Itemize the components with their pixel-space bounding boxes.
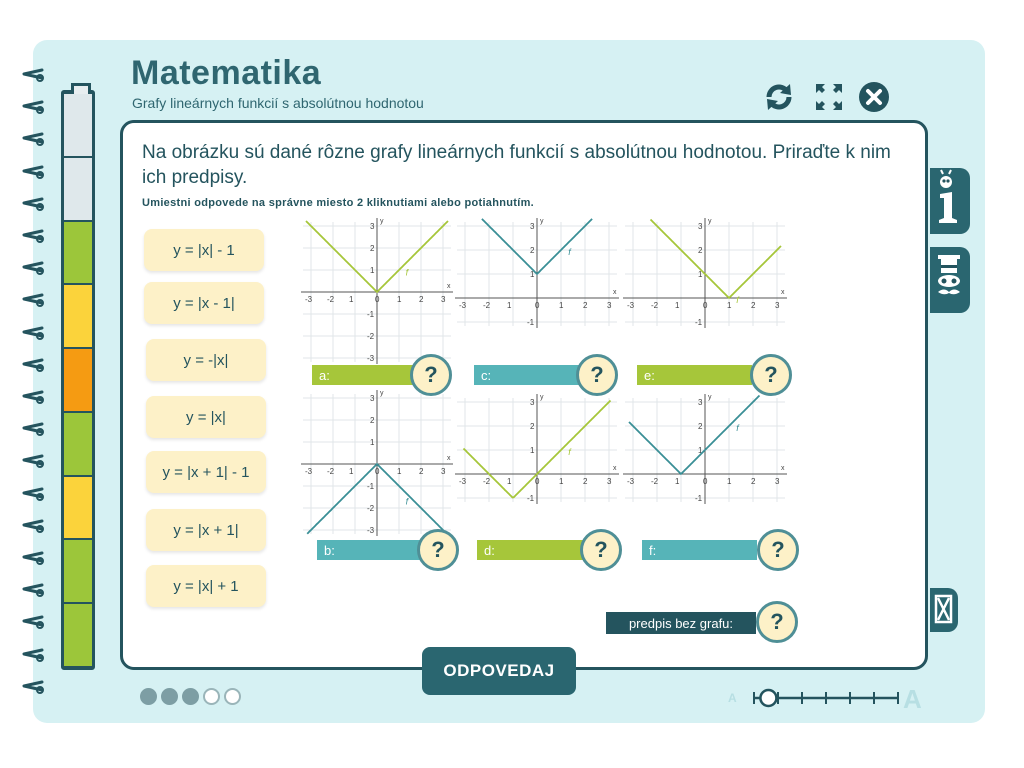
y-axis-label: y (380, 390, 384, 397)
close-icon[interactable] (857, 80, 891, 114)
x-tick-label: -3 (627, 477, 635, 486)
y-tick-label: 3 (530, 398, 535, 407)
x-tick-label: 1 (559, 301, 564, 310)
font-small-label: A (728, 691, 737, 705)
spiral-ring-icon (18, 420, 46, 436)
no-graph-label[interactable]: predpis bez grafu: (606, 612, 756, 634)
answer-card[interactable]: y = |x - 1| (144, 282, 264, 324)
answer-card[interactable]: y = |x + 1| (146, 509, 266, 551)
spiral-ring-icon (18, 549, 46, 565)
x-axis-label: x (447, 283, 451, 290)
x-axis-label: x (781, 289, 785, 296)
y-tick-label: 1 (370, 266, 375, 275)
pagination-dot[interactable] (203, 688, 220, 705)
x-tick-label: 3 (607, 477, 612, 486)
answer-card[interactable]: y = |x| - 1 (144, 229, 264, 271)
y-axis-label: y (540, 218, 544, 225)
hourglass-icon (930, 588, 958, 632)
drop-zone-a[interactable] (312, 365, 422, 385)
y-tick-label: -3 (367, 354, 375, 363)
x-axis-label: x (447, 455, 451, 462)
y-axis-label: y (380, 218, 384, 225)
drop-zone-b[interactable] (317, 540, 427, 560)
progress-segment (64, 222, 92, 284)
x-tick-label: -3 (459, 301, 467, 310)
x-tick-label: 0 (375, 295, 380, 304)
y-tick-label: 2 (698, 422, 703, 431)
drop-label: c: (481, 368, 492, 383)
info-tab[interactable] (930, 168, 970, 234)
y-tick-label: 1 (698, 270, 703, 279)
x-tick-label: 1 (349, 467, 354, 476)
spiral-ring-icon (18, 130, 46, 146)
graph-plot (302, 218, 452, 363)
drop-label: d: (484, 543, 495, 558)
function-label: f (568, 446, 571, 457)
x-tick-label: -2 (327, 295, 335, 304)
progress-segment (64, 285, 92, 347)
pagination-dot[interactable] (182, 688, 199, 705)
graph-c (459, 218, 617, 351)
x-tick-label: -3 (305, 295, 313, 304)
spiral-ring-icon (18, 388, 46, 404)
drop-label: e: (644, 368, 655, 383)
spiral-ring-icon (18, 259, 46, 275)
y-tick-label: -1 (527, 494, 535, 503)
y-tick-label: 3 (698, 398, 703, 407)
spiral-ring-icon (18, 678, 46, 694)
progress-segment (64, 158, 92, 220)
y-tick-label: 1 (370, 438, 375, 447)
pagination-dot[interactable] (161, 688, 178, 705)
x-tick-label: 1 (675, 301, 680, 310)
spiral-ring-icon (18, 98, 46, 114)
app-subtitle: Grafy lineárnych funkcií s absolútnou hodnotou (132, 95, 424, 111)
drop-zone-c[interactable] (474, 365, 584, 385)
x-tick-label: 2 (751, 477, 756, 486)
x-tick-label: 1 (507, 477, 512, 486)
question-button-f[interactable]: ? (757, 529, 799, 571)
graph-d (459, 394, 617, 527)
spiral-ring-icon (18, 517, 46, 533)
x-tick-label: 0 (703, 477, 708, 486)
y-tick-label: -1 (367, 482, 375, 491)
spiral-ring-icon (18, 66, 46, 82)
graph-plot (302, 390, 452, 535)
y-tick-label: 3 (530, 222, 535, 231)
app-title: Matematika (131, 54, 322, 92)
y-tick-label: 2 (530, 246, 535, 255)
font-slider-track[interactable] (748, 683, 908, 713)
y-tick-label: -1 (367, 310, 375, 319)
graph-plot (625, 218, 785, 346)
drop-zone-d[interactable] (477, 540, 587, 560)
answer-card[interactable]: y = |x + 1| - 1 (146, 451, 266, 493)
spiral-ring-icon (18, 195, 46, 211)
x-tick-label: 3 (441, 467, 446, 476)
x-tick-label: 1 (675, 477, 680, 486)
graph-a (302, 220, 452, 365)
x-tick-label: -2 (327, 467, 335, 476)
progress-cap (71, 83, 91, 94)
y-tick-label: 3 (370, 222, 375, 231)
question-button-e[interactable]: ? (750, 354, 792, 396)
x-tick-label: -2 (651, 301, 659, 310)
y-tick-label: 2 (698, 246, 703, 255)
x-tick-label: 0 (535, 477, 540, 486)
x-tick-label: 2 (419, 467, 424, 476)
bookmark-tab[interactable] (930, 588, 958, 632)
pagination-dot[interactable] (224, 688, 241, 705)
spiral-ring-icon (18, 356, 46, 372)
question-title: Na obrázku sú dané rôzne grafy lineárnych funkcií s absolútnou hodnotou. Priraďte k nim ich predpisy. (142, 142, 891, 188)
y-tick-label: -2 (367, 504, 375, 513)
x-tick-label: 2 (751, 301, 756, 310)
x-tick-label: 0 (375, 467, 380, 476)
x-tick-label: 2 (583, 477, 588, 486)
graph-plot (625, 394, 785, 522)
x-tick-label: -3 (627, 301, 635, 310)
answer-card[interactable]: y = |x| (146, 396, 266, 438)
y-tick-label: -1 (527, 318, 535, 327)
x-tick-label: 3 (775, 301, 780, 310)
x-tick-label: 3 (775, 477, 780, 486)
x-tick-label: 3 (607, 301, 612, 310)
x-tick-label: 3 (441, 295, 446, 304)
magician-icon (930, 247, 970, 313)
x-tick-label: -2 (651, 477, 659, 486)
progress-segment (64, 540, 92, 602)
y-tick-label: -1 (695, 318, 703, 327)
y-tick-label: -3 (367, 526, 375, 535)
progress-segment (64, 413, 92, 475)
drop-zone-f[interactable] (642, 540, 757, 560)
y-tick-label: 3 (698, 222, 703, 231)
graph-f (625, 394, 785, 527)
drop-label: b: (324, 543, 335, 558)
spiral-ring-icon (18, 581, 46, 597)
x-tick-label: 1 (397, 467, 402, 476)
y-tick-label: 2 (370, 416, 375, 425)
pagination-dot[interactable] (140, 688, 157, 705)
x-tick-label: 1 (397, 295, 402, 304)
progress-segment (64, 349, 92, 411)
spiral-ring-icon (18, 485, 46, 501)
drop-zone-e[interactable] (637, 365, 752, 385)
helper-tab[interactable] (930, 247, 970, 313)
x-axis-label: x (781, 465, 785, 472)
drop-bar (642, 540, 757, 560)
font-size-slider[interactable] (728, 683, 928, 713)
x-tick-label: 1 (727, 301, 732, 310)
y-axis-label: y (708, 394, 712, 401)
y-tick-label: 1 (698, 446, 703, 455)
x-tick-label: 2 (583, 301, 588, 310)
graph-e (625, 218, 785, 351)
x-tick-label: 2 (419, 295, 424, 304)
y-tick-label: 2 (370, 244, 375, 253)
function-label: f (405, 496, 409, 507)
question-button-c[interactable]: ? (576, 354, 618, 396)
spiral-ring-icon (18, 291, 46, 307)
drop-label: f: (649, 543, 657, 558)
progress-segment (64, 94, 92, 156)
question-button-d[interactable]: ? (580, 529, 622, 571)
x-axis-label: x (613, 289, 617, 296)
function-label: f (736, 422, 739, 433)
x-tick-label: 1 (349, 295, 354, 304)
x-axis-label: x (613, 465, 617, 472)
x-tick-label: -3 (459, 477, 467, 486)
refresh-icon[interactable] (762, 80, 796, 114)
x-tick-label: 1 (507, 301, 512, 310)
fullscreen-icon[interactable] (812, 80, 846, 114)
question-button-no-graph[interactable]: ? (756, 601, 798, 643)
x-tick-label: 1 (727, 477, 732, 486)
spiral-ring-icon (18, 163, 46, 179)
submit-button[interactable]: ODPOVEDAJ (422, 647, 576, 695)
answer-card[interactable]: y = -|x| (146, 339, 266, 381)
y-axis-label: y (708, 218, 712, 225)
x-tick-label: -2 (483, 301, 491, 310)
x-tick-label: 1 (559, 477, 564, 486)
graph-b (302, 392, 452, 537)
function-label: f (568, 246, 571, 257)
spiral-ring-icon (18, 324, 46, 340)
spiral-ring-icon (18, 646, 46, 662)
y-axis-label: y (540, 394, 544, 401)
question-button-a[interactable]: ? (410, 354, 452, 396)
question-button-b[interactable]: ? (417, 529, 459, 571)
font-large-label: A (903, 684, 922, 714)
graph-plot (459, 218, 617, 346)
progress-column (61, 90, 95, 670)
slider-knob[interactable] (760, 690, 776, 706)
answer-card[interactable]: y = |x| + 1 (146, 565, 266, 607)
y-tick-label: 1 (530, 446, 535, 455)
spiral-ring-icon (18, 452, 46, 468)
y-tick-label: -1 (695, 494, 703, 503)
x-tick-label: -3 (305, 467, 313, 476)
spiral-ring-icon (18, 613, 46, 629)
x-tick-label: 0 (703, 301, 708, 310)
question-hint: Umiestni odpovede na správne miesto 2 kliknutiami alebo potiahnutím. (142, 197, 535, 209)
y-tick-label: 1 (530, 270, 535, 279)
graph-plot (459, 394, 617, 522)
x-tick-label: -2 (483, 477, 491, 486)
y-tick-label: 2 (530, 422, 535, 431)
function-label: f (405, 267, 409, 278)
y-tick-label: 3 (370, 394, 375, 403)
spiral-ring-icon (18, 227, 46, 243)
progress-segment (64, 477, 92, 539)
progress-segment (64, 604, 92, 666)
y-tick-label: -2 (367, 332, 375, 341)
info-icon (930, 168, 970, 234)
drop-label: a: (319, 368, 330, 383)
x-tick-label: 0 (535, 301, 540, 310)
function-label: f (736, 294, 739, 305)
